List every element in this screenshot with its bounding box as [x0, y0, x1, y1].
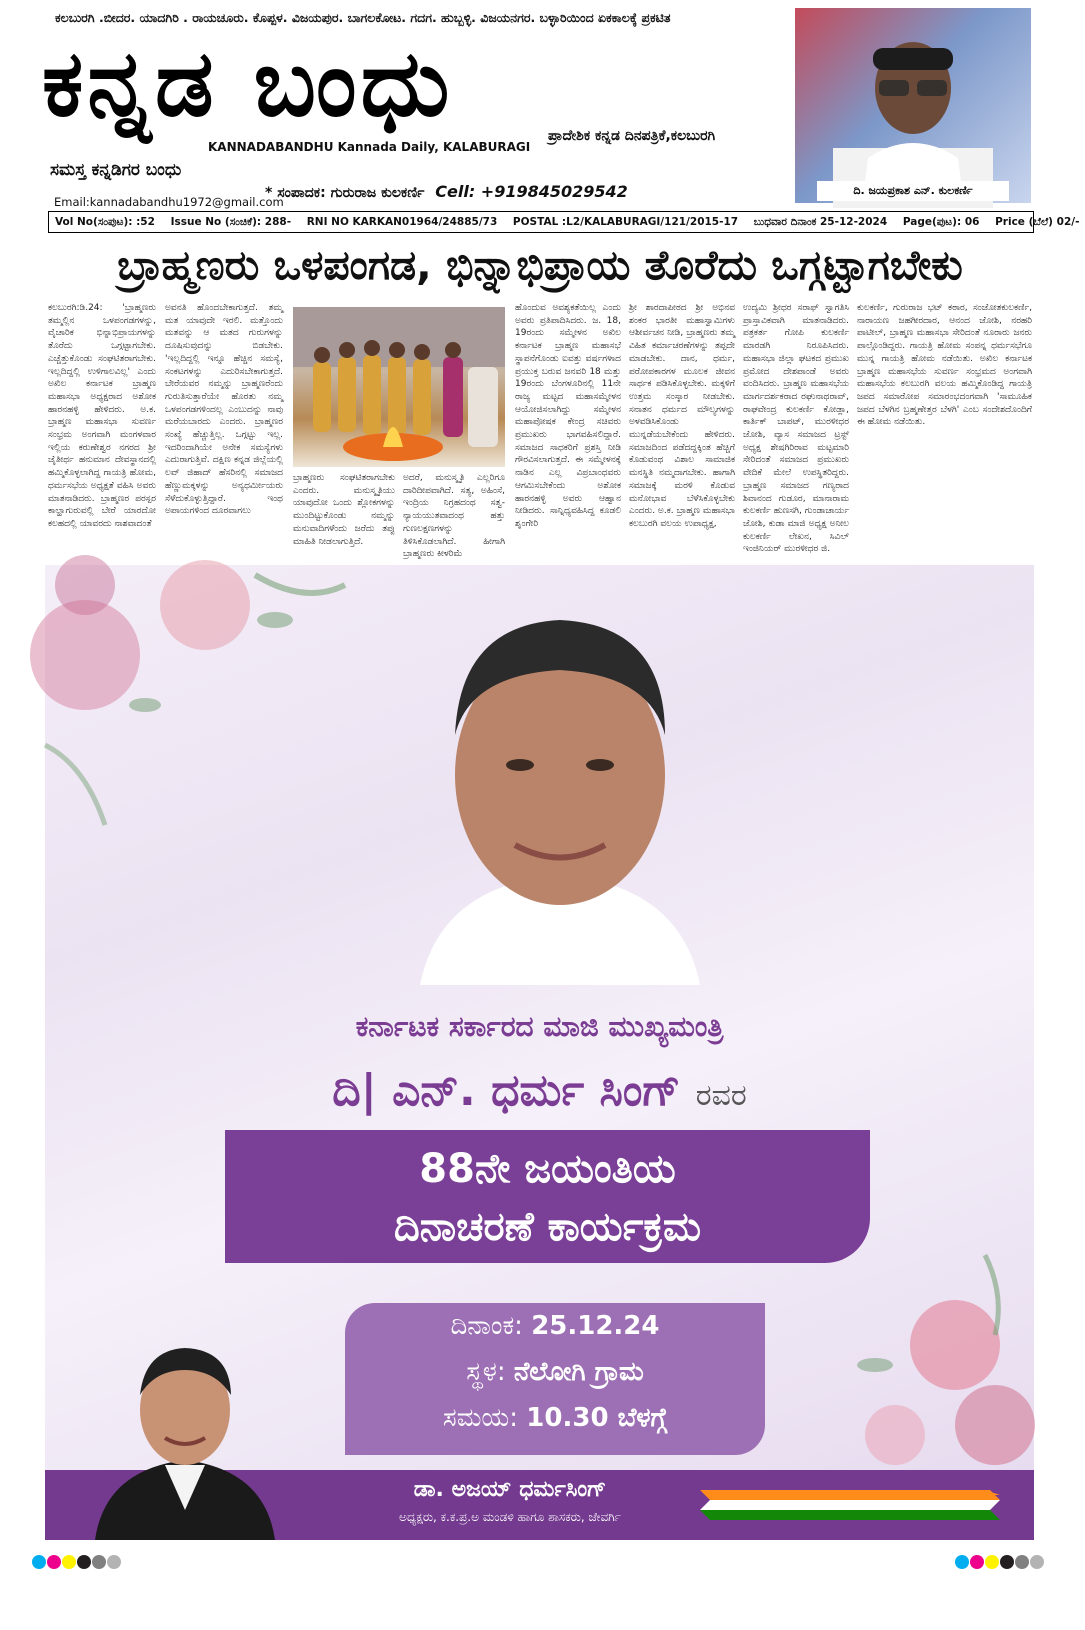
- issue-info-bar: [48, 211, 1080, 233]
- article-column-1: ಕಲಬುರಗಿ:ಡಿ.24: 'ಬ್ರಾಹ್ಮಣರು ತಮ್ಮಲ್ಲಿನ ಒಳಪಂಗಡಗಳನ್ನು, ವೈಚಾರಿಕ ಭಿನ್ನಾಭಿಪ್ರಾಯಗಳನ್ನು ತೊರೆದು ಒಗ್ಗಟ್ಟಾಗಬೇಕು. ಎಚ್ಚೆತ್ತುಕೊಂಡು ಸಂಘಟಿತರಾಗಬೇಕು. ಇಲ್ಲದಿದ್ದಲ್ಲಿ ಉಳಿಗಾಲವಿಲ್ಲ' ಎಂದು ಅಖಿಲ ಕರ್ನಾಟಕ ಬ್ರಾಹ್ಮಣ ಮಹಾಸಭಾ ಅಧ್ಯಕ್ಷರಾದ ಅಶೋಕ ಹಾರನಹಳ್ಳಿ ಹೇಳಿದರು. ಅ.ಕ. ಬ್ರಾಹ್ಮಣ ಮಹಾಸಭಾ ಸುವರ್ಣ ಸಂಭ್ರಮ ಅಂಗವಾಗಿ ಮಂಗಳವಾರ ಇಲ್ಲಿಯ ಕರುಣೇಶ್ವರ ನಗರದ ಶ್ರೀ ಜೈತೀರ್ಥ ಹನುಮಾನ ದೇವಸ್ಥಾನದಲ್ಲಿ ಹಮ್ಮಿಕೊಳ್ಳಲಾಗಿದ್ದ ಗಾಯತ್ರಿ ಹೋಮ, ಧರ್ಮಸಭೆಯ ಅಧ್ಯಕ್ಷತೆ ವಹಿಸಿ ಅವರು ಮಾತನಾಡಿದರು. ಬ್ರಾಹ್ಮಣರ ಪರಸ್ಪರ ಕಾಲ್ಹಾಗುರುವಲ್ಲಿ ಬೇರೆ ಯಾರದೋ ಕಲಹದಲ್ಲಿ ಯಾವರದು ನಾಶವಾದಂತೆ: [48, 303, 156, 529]
- masthead-tagline: ಸಮಸ್ತ ಕನ್ನಡಿಗರ ಬಂಧು: [50, 160, 182, 180]
- cyan-dot-icon: [32, 1555, 46, 1569]
- article-column-5: ಹೊಂದುವ ಅವಶ್ಯಕತೆಯಿಲ್ಲ ಎಂದು ಅವರು ಪ್ರತಿಪಾದಿಸಿದರು. ಜ. 18, 19ರಂದು ಸಮ್ಮೇಳನ ಅಖಿಲ ಕರ್ನಾಟಕ ಬ್ರಾಹ್ಮಣ ಮಹಾಸಭೆ ಸ್ಥಾಪನೆಗೊಂಡು ಐವತ್ತು ವರ್ಷಗಳಾದ ಪ್ರಯುಕ್ತ ಬರುವ ಜನವರಿ 18 ಮತ್ತು 19ರಂದು ಬೆಂಗಳೂರಿನಲ್ಲಿ 11ನೇ ರಾಜ್ಯ ಮಟ್ಟದ ಮಹಾಸಮ್ಮೇಳನ ಆಯೋಜಿಸಲಾಗಿದ್ದು ಸಮ್ಮೇಳನ ಮಹಾಪೋಷಕ ಕೇಂದ್ರ ಸಚಿವರು ಪ್ರಮುಖರು ಭಾಗವಹಿಸಲಿದ್ದಾರೆ. ಸಮಾಜದ ಸಾಧಕರಿಗೆ ಪ್ರಶಸ್ತಿ ನೀಡಿ ಗೌರವಿಸಲಾಗುತ್ತದೆ. ಈ ಸಮ್ಮೇಳನಕ್ಕೆ ನಾಡಿನ ಎಲ್ಲ ವಿಪ್ರಬಾಂಧವರು ಆಗಮಿಸಬೇಕೆಂದು ಅಶೋಕ ಹಾರನಹಳ್ಳಿ ಅವರು ಆಹ್ವಾನ ನೀಡಿದರು. ಸಾನ್ನಿಧ್ಯವಹಿಸಿದ್ದ ಕೂಡಲಿ ಶೃಂಗೇರಿ: [515, 303, 621, 529]
- price: Price (ಬೆಲೆ) 02/-: [995, 216, 1080, 228]
- event-title-line-1: 88ನೇ ಜಯಂತಿಯ: [419, 1146, 676, 1192]
- ad-designation: ಕರ್ನಾಟಕ ಸರ್ಕಾರದ ಮಾಜಿ ಮುಖ್ಯಮಂತ್ರಿ: [355, 1010, 724, 1043]
- editor-name: * ಸಂಪಾದಕ: ಗುರುರಾಜ ಕುಲಕರ್ಣಿ: [265, 185, 425, 201]
- black-dot-icon: [1000, 1555, 1014, 1569]
- event-venue: ಸ್ಥಳ: ನೆಲೋಗಿ ಗ್ರಾಮ: [466, 1357, 644, 1387]
- dharam-singh-portrait-icon: [400, 585, 720, 985]
- light-grey-dot-icon: [1030, 1555, 1044, 1569]
- article-column-8: ಕುಲಕರ್ಣಿ, ಗುರುರಾಜ ಭಟ್ ಕಠಾರ, ಸಂಜೋತಕುಲಕರ್ಣಿ, ನಾರಾಯಣ ಜಹಗೀರದಾರ, ಆನಂದ ಜೋಶಿ, ನರಹರಿ ಪಾಟೀಲ್, ಬ್ರಾಹ್ಮಣ ಮಹಾಸಭಾ ಸೇರಿದಂತೆ ನೂರಾರು ಜನರು ಪಾಲ್ಗೊಂಡಿದ್ದರು. ಗಾಯತ್ರಿ ಹೋಮ ಸಂಪನ್ನ ಧರ್ಮಸಭೆಗೂ ಮುನ್ನ ಗಾಯತ್ರಿ ಹೋಮ ನಡೆಯಿತು. ಅಖಿಲ ಕರ್ನಾಟಕ ಬ್ರಾಹ್ಮಣ ಮಹಾಸಭೆಯ ಸುವರ್ಣ ಸಂಭ್ರಮದ ಅಂಗವಾಗಿ ಮಹಾಸಭೆಯ ಕಲಬುರಗಿ ವಲಯ ಹಮ್ಮಿಕೊಂಡಿದ್ದ ಗಾಯತ್ರಿ ಜಪದ ಸಮಾರೋಪ ಸಮಾರಂಭದಂಗವಾಗಿ 'ಸಾಮೂಹಿಕ ಜಪದ ಬೆಳಗಿನ ಬ್ರಹ್ಮಣೇತ್ತರ ಬೆಳಗಿ' ಎಂಬ ಸಂದೇಶದೊಂದಿಗೆ ಈ ಹೋಮ ನಡೆಯಿತು.: [857, 303, 1032, 428]
- light-grey-dot-icon: [107, 1555, 121, 1569]
- editor-line: [265, 182, 628, 201]
- yellow-dot-icon: [985, 1555, 999, 1569]
- founder-photo-box: [795, 8, 1031, 203]
- article-column-3: ಬ್ರಾಹ್ಮಣರು ಸಂಘಟಿತರಾಗಬೇಕು ಎಂದರು. ಮನುಸ್ಮೃತಿಯು ಯಾವುದೋ ಒಂದು ಶ್ಲೋಕಗಳನ್ನು ಮುಂದಿಟ್ಟುಕೊಂಡು ನಮ್ಮನ್ನು ಮನುವಾದಿಗಳೆಂದು ಜರೆದು ತಪ್ಪು ಮಾಹಿತಿ ನೀಡಲಾಗುತ್ತಿದೆ.: [293, 473, 395, 547]
- honoree-name: ದಿ| ಎನ್. ಧರ್ಮ ಸಿಂಗ್: [332, 1065, 681, 1116]
- flower-decoration-icon: [45, 565, 365, 825]
- event-title-line-2: ದಿನಾಚರಣೆ ಕಾರ್ಯಕ್ರಮ: [393, 1204, 702, 1250]
- volume-number: Vol No(ಸಂಪುಟ): :52: [55, 216, 155, 228]
- grey-dot-icon: [1015, 1555, 1029, 1569]
- article-photo: [293, 307, 505, 467]
- edition-cities: ಕಲಬುರಗಿ .ಬೀದರ. ಯಾದಗಿರಿ . ರಾಯಚೂರು. ಕೊಪ್ಪಳ. ವಿಜಯಪುರ. ಬಾಗಲಕೋಟ. ಗದಗ. ಹುಬ್ಬಳ್ಳಿ. ವಿಜಯನಗರ. ಬಳ್ಳಾರಿಯಿಂದ ಏಕಕಾಲಕ್ಕೆ ಪ್ರಕಟಿತ: [55, 10, 671, 25]
- founder-caption: ಸಂಸ್ಥಾಪಕ ಸಂಪಾದಕ: [884, 166, 942, 176]
- magenta-dot-icon: [970, 1555, 984, 1569]
- sponsor-portrait-icon: [85, 1330, 285, 1540]
- regional-daily-tagline: ಪ್ರಾದೇಶಿಕ ಕನ್ನಡ ದಿನಪತ್ರಿಕೆ,ಕಲಬುರಗಿ: [548, 128, 716, 144]
- newspaper-logo: ಕನ್ನಡ ಬಂಧು: [42, 30, 454, 137]
- article-column-4: ಅದರೆ, ಮನುಸ್ಮೃತಿ ಎಲ್ಲರಿಗೂ ದಾರಿದೀಪವಾಗಿದೆ. ಸತ್ಯ, ಅಹಿಂಸೆ, ಇಂದ್ರಿಯ ನಿಗ್ರಹದಂಥ ಸತ್ವ-ನ್ಯಾಯಯುತವಾದಂಥ ಹತ್ತು ಗುಣಲಕ್ಷಣಗಳನ್ನು ತಿಳಿಸಿಕೊಡಲಾಗಿದೆ. ಹೀಗಾಗಿ ಬ್ರಾಹ್ಮಣರು ಕೀಳರಿಮೆ: [403, 473, 505, 560]
- email-address: Email:kannadabandhu1972@gmail.com: [54, 195, 284, 209]
- yellow-dot-icon: [62, 1555, 76, 1569]
- tricolor-flag-icon: [700, 1490, 1000, 1520]
- event-time: ಸಮಯ: 10.30 ಬೆಳಗ್ಗೆ: [442, 1403, 668, 1433]
- magenta-dot-icon: [47, 1555, 61, 1569]
- english-name: KANNADABANDHU Kannada Daily, KALABURAGI: [208, 140, 531, 154]
- cyan-dot-icon: [955, 1555, 969, 1569]
- jayanti-advertisement: [45, 565, 1034, 1540]
- sponsor-name: ಡಾ. ಅಜಯ್ ಧರ್ಮಸಿಂಗ್: [413, 1477, 607, 1502]
- article-column-7: ಉದ್ಯಮಿ ಶ್ರೀಧರ ಸರಾಫ್ ಸ್ವಾಗತಿಸಿ ಪ್ರಾಸ್ತಾವಿಕವಾಗಿ ಮಾತನಾಡಿದರು. ಪತ್ರಕರ್ತ ಗೋಪಿ ಕುಲಕರ್ಣಿ ಮಾರಡಗಿ ನಿರೂಪಿಸಿದರು. ಮಹಾಸಭಾ ಜಿಲ್ಲಾ ಘಟಕದ ಪ್ರಮುಖ ಪ್ರಮೋದ ದೇಶಪಾಂಡೆ ಅವರು ವಂದಿಸಿದರು. ಬ್ರಾಹ್ಮಣ ಮಹಾಸಭೆಯ ಮಾರ್ಗದರ್ಶಕರಾದ ರಘುನಾಥರಾವ್, ರಾಘವೇಂದ್ರ ಕುಲಕರ್ಣಿ ಕೋಡ್ಲಾ, ಕಾರ್ತಿಕ್ ಬಾಪಟ್, ಮುರಳೀಧರ ಜೋಶಿ, ವ್ಯಾಸ ಸಮಾಜದ ಟ್ರಸ್ಟ್ ಅಧ್ಯಕ್ಷ ಶೇಷಗಿರಿರಾವ ಮಟ್ಟಮಾರಿ ಸೇರಿದಂತೆ ಸಮಾಜದ ಪ್ರಮುಖರು ವೇದಿಕೆ ಮೇಲೆ ಉಪಸ್ಥಿತರಿದ್ದರು. ಬ್ರಾಹ್ಮಣ ಸಮಾಜದ ಗಣ್ಯರಾದ ಶಿವಾನಂದ ಗುಡೂರ, ಮಾನಾರಾಮ ಕುಲಕರ್ಣಿ ಹುಣಸಗಿ, ಗುಂಡಾಚಾರ್ಯ ಜೋಶಿ, ಕುಡಾ ಮಾಜಿ ಅಧ್ಯಕ್ಷ ಅನೀಲ ಕುಲಕರ್ಣಿ ಲೇಖನ, ಸಿವಿಲ್ ಇಂಜಿನಿಯರ್ ಮುರಳೀಧರ ಜಿ.: [743, 303, 849, 555]
- registration-marks-right: [955, 1555, 1055, 1571]
- editor-cell: Cell: +919845029542: [435, 182, 628, 201]
- event-date: ದಿನಾಂಕ: 25.12.24: [450, 1311, 660, 1341]
- honoree-suffix: ರವರ: [695, 1078, 747, 1113]
- issue-date: ಬುಧವಾರ ದಿನಾಂಕ 25-12-2024: [753, 216, 888, 228]
- rni-number: RNI NO KARKAN01964/24885/73: [306, 216, 498, 228]
- grey-dot-icon: [92, 1555, 106, 1569]
- registration-marks-left: [32, 1555, 132, 1571]
- black-dot-icon: [77, 1555, 91, 1569]
- flower-decoration-icon: [835, 1255, 1035, 1475]
- page-number: Page(ಪುಟ): 06: [902, 216, 980, 228]
- article-column-2: ಅವನತಿ ಹೊಂದಬೇಕಾಗುತ್ತದೆ. ತಮ್ಮ ಮತ ಯಾವುದೇ ಇರಲಿ. ಮತ್ತೊಂದು ಮತವನ್ನು ಆ ಮತದ ಗುರುಗಳನ್ನು ದೂಷಿಸುವುದನ್ನು ಬಿಡಬೇಕು. 'ಇಲ್ಲದಿದ್ದಲ್ಲಿ ಇನ್ನೂ ಹೆಚ್ಚಿನ ಸಮಸ್ಯೆ, ಸಂಕಟಗಳನ್ನು ಎದುರಿಸಬೇಕಾಗುತ್ತದೆ. ಬೇರೆಯವರ ನಮ್ಮನ್ನು ಬ್ರಾಹ್ಮಣರೆಂದು ಗುರುತಿಸುತ್ತಾರೆಯೇ ಹೊರತು ನಮ್ಮ ಒಳಪಂಗಡಗಳಿಂದಲ್ಲ ಎಂಬುದನ್ನು ನಾವು ಮರೆಯಬಾರದು ಎಂದರು. ಬ್ರಾಹ್ಮಣರ ಸಂಖ್ಯೆ ಹೆಚ್ಚುತ್ತಿಲ್ಲ. ಒಗ್ಗಟ್ಟು ಇಲ್ಲ. ಇದರಿಂದಾಗಿಯೇ ಅನೇಕ ಸಮಸ್ಯೆಗಳು ಎದುರಾಗುತ್ತಿವೆ. ದಕ್ಷಿಣ ಕನ್ನಡ ಜಿಲ್ಲೆಯಲ್ಲಿ ಲವ್ ಜಿಹಾದ್ ಹೆಸರಿನಲ್ಲಿ ಸಮಾಜದ ಹೆಣ್ಣುಮಕ್ಕಳನ್ನು ಅನ್ಯಧರ್ಮೀಯರು ಸೆಳೆದುಕೊಳ್ಳುತ್ತಿದ್ದಾರೆ. ಇಂಥ ಅಪಾಯಗಳಿಂದ ದೂರವಾಗಲು: [165, 303, 283, 517]
- ceremony-photo-icon: [293, 307, 505, 467]
- postal-number: POSTAL :L2/KALABURAGI/121/2015-17: [512, 216, 739, 228]
- sponsor-title: ಅಧ್ಯಕ್ಷರು, ಕ.ಕ.ಪ್ರ.ಅ ಮಂಡಳಿ ಹಾಗೂ ಶಾಸಕರು, ಜೇವರ್ಗಿ: [399, 1510, 621, 1524]
- ad-honoree-name: [45, 1065, 1034, 1116]
- main-headline: ಬ್ರಾಹ್ಮಣರು ಒಳಪಂಗಡ, ಭಿನ್ನಾಭಿಪ್ರಾಯ ತೊರೆದು ಒಗ್ಗಟ್ಟಾಗಬೇಕು: [117, 241, 963, 289]
- article-column-6: ಶ್ರೀ ಶಾರದಾಪೀಠದ ಶ್ರೀ ಅಭಿನವ ಶಂಕರ ಭಾರತೀ ಮಹಾಸ್ವಾಮಿಗಳು ಆಶೀರ್ವಚನ ನೀಡಿ, ಬ್ರಾಹ್ಮಣರು ತಮ್ಮ ವಿಹಿತ ಕರ್ಮಾಚರಣೆಗಳನ್ನು ತಪ್ಪದೇ ಮಾಡಬೇಕು. ದಾನ, ಧರ್ಮ, ಪರೋಪಕಾರಗಳ ಮೂಲಕ ಜೀವನ ಸಾರ್ಥಕ ಪಡಿಸಿಕೊಳ್ಳಬೇಕು. ಮಕ್ಕಳಿಗೆ ಉತ್ತಮ ಸಂಸ್ಕಾರ ನೀಡಬೇಕು. ಸನಾತನ ಧರ್ಮದ ಮೌಲ್ಯಗಳನ್ನು ಅಳವಡಿಸಿಕೊಂಡು ಮುನ್ನಡೆಯಬೇಕೆಂದು ಹೇಳಿದರು. ಸಮಾಜದಿಂದ ಪಡೆದದ್ದಕ್ಕಿಂತ ಹೆಚ್ಚಿಗೆ ಕೊಡುವಂಥ ವಿಶಾಲ ಸಾಮಾಜಿಕ ಮನಸ್ಥಿತಿ ನಮ್ಮದಾಗಬೇಕು. ಹಾಗಾಗಿ ಸಮಾಜಕ್ಕೆ ಮರಳಿ ಕೊಡುವ ಮನೋಭಾವ ಬೆಳೆಸಿಕೊಳ್ಳಬೇಕು ಎಂದರು. ಅ.ಕ. ಬ್ರಾಹ್ಮಣ ಮಹಾಸಭಾ ಕಲಬುರಗಿ ವಲಯ ಉಪಾಧ್ಯಕ್ಷ,: [629, 303, 735, 529]
- event-details-box: [345, 1303, 765, 1455]
- issue-number: Issue No (ಸಂಚಿಕೆ): 288-: [170, 216, 292, 228]
- event-title-banner: [225, 1130, 870, 1263]
- founder-name: ದಿ. ಜಯಪ್ರಕಾಶ ಎನ್. ಕುಲಕರ್ಣಿ: [817, 181, 1009, 201]
